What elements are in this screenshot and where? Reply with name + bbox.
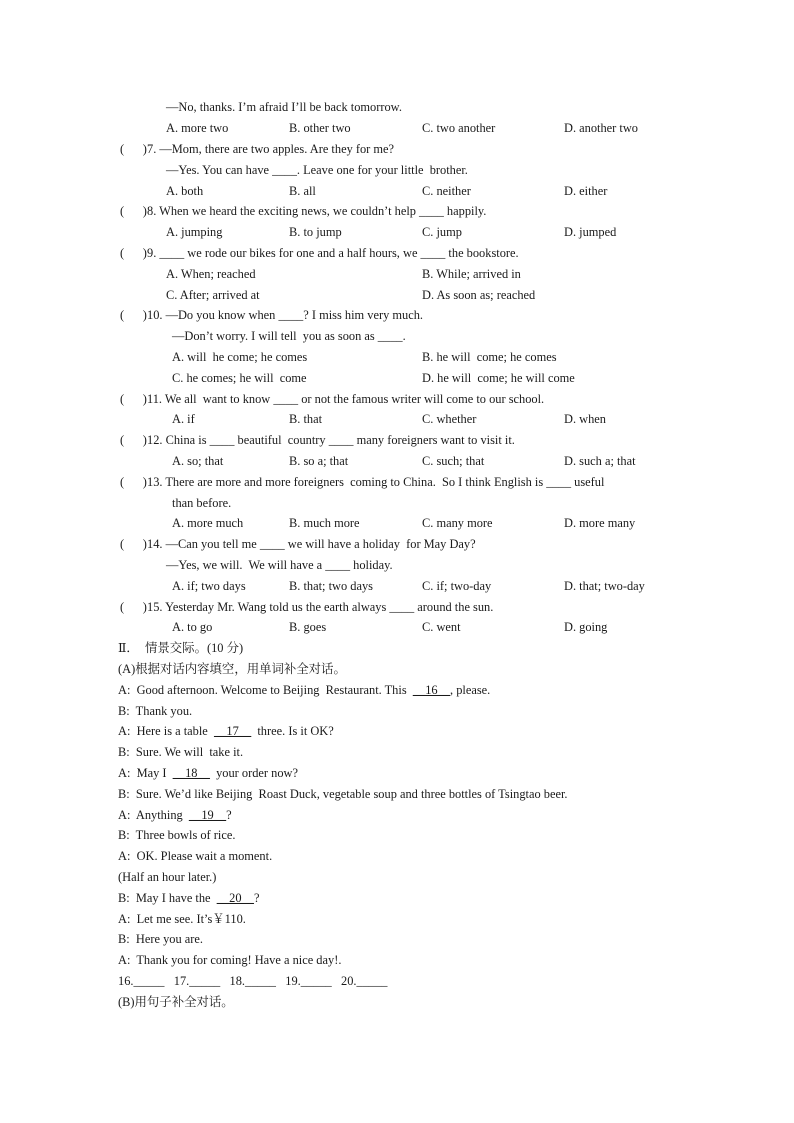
q9-answer-paren: ( ) (120, 246, 147, 260)
q14-option-b: B. that; two days (289, 579, 373, 593)
q8-option-a: A. jumping (166, 225, 223, 239)
q15-option-d: D. going (564, 620, 608, 634)
q6-option-c: C. two another (422, 121, 496, 135)
q9-option-b: B. While; arrived in (422, 267, 521, 281)
q8-answer-paren: ( ) (120, 204, 147, 218)
q12-option-d: D. such a; that (564, 454, 636, 468)
q12-option-c: C. such; that (422, 454, 485, 468)
blank-17: __17__ (214, 724, 252, 738)
dialogue-line: B: Thank you. (118, 704, 193, 718)
q9-option-c: C. After; arrived at (166, 288, 260, 302)
q8-option-b: B. to jump (289, 225, 342, 239)
q10-reply: —Don’t worry. I will tell you as soon as ____. (172, 329, 406, 343)
dialogue-line: B: May I have the __20__? (118, 891, 260, 905)
q9-stem: 9. ____ we rode our bikes for one and a half hours, we ____ the bookstore. (147, 246, 519, 260)
part-b-instructions: (B)用句子补全对话。 (118, 995, 234, 1009)
q6-reply: —No, thanks. I’m afraid I’ll be back tomorrow. (166, 100, 402, 114)
q8-option-d: D. jumped (564, 225, 617, 239)
dialogue-line: A: Good afternoon. Welcome to Beijing Restaurant. This __16__, please. (118, 683, 491, 697)
dialogue-line: A: Let me see. It’s￥110. (118, 912, 246, 926)
q10-answer-paren: ( ) (120, 308, 147, 322)
q8-stem: 8. When we heard the exciting news, we couldn’t help ____ happily. (147, 204, 487, 218)
q7-option-d: D. either (564, 184, 608, 198)
blank-16: __16__ (412, 683, 451, 697)
q11-stem: 11. We all want to know ____ or not the famous writer will come to our school. (147, 392, 545, 406)
answer-blanks: 16._____ 17._____ 18._____ 19._____ 20._____ (118, 974, 388, 988)
dialogue-line: A: May I __18__ your order now? (118, 766, 298, 780)
q10-option-c: C. he comes; he will come (172, 371, 307, 385)
dialogue-line: (Half an hour later.) (118, 870, 217, 884)
q14-option-c: C. if; two-day (422, 579, 492, 593)
q15-option-c: C. went (422, 620, 461, 634)
q10-option-a: A. will he come; he comes (172, 350, 308, 364)
q9-option-d: D. As soon as; reached (422, 288, 536, 302)
blank-20: __20__ (216, 891, 254, 905)
q10-option-d: D. he will come; he will come (422, 371, 575, 385)
q10-stem: 10. —Do you know when ____? I miss him very much. (147, 308, 424, 322)
q10-option-b: B. he will come; he comes (422, 350, 557, 364)
q15-option-a: A. to go (172, 620, 213, 634)
q9-option-a: A. When; reached (166, 267, 256, 281)
q15-stem: 15. Yesterday Mr. Wang told us the earth always ____ around the sun. (147, 600, 494, 614)
q14-option-d: D. that; two-day (564, 579, 645, 593)
section-2-heading: Ⅱ． 情景交际。(10 分) (118, 641, 244, 655)
q15-option-b: B. goes (289, 620, 327, 634)
q11-option-b: B. that (289, 412, 323, 426)
q11-option-a: A. if (172, 412, 195, 426)
blank-18: __18__ (172, 766, 210, 780)
q7-option-b: B. all (289, 184, 316, 198)
q8-option-c: C. jump (422, 225, 462, 239)
q12-option-b: B. so a; that (289, 454, 349, 468)
dialogue-line: B: Sure. We will take it. (118, 745, 244, 759)
q13-option-b: B. much more (289, 516, 360, 530)
q11-option-d: D. when (564, 412, 606, 426)
q14-option-a: A. if; two days (172, 579, 246, 593)
q12-stem: 12. China is ____ beautiful country ____ many foreigners want to visit it. (147, 433, 515, 447)
q7-reply: —Yes. You can have ____. Leave one for your little brother. (166, 163, 468, 177)
q11-answer-paren: ( ) (120, 392, 147, 406)
q7-stem: 7. —Mom, there are two apples. Are they for me? (147, 142, 395, 156)
q14-answer-paren: ( ) (120, 537, 147, 551)
q13-stem-continued: than before. (172, 496, 232, 510)
q11-option-c: C. whether (422, 412, 477, 426)
q6-option-b: B. other two (289, 121, 351, 135)
blank-19: __19__ (188, 808, 227, 822)
q7-answer-paren: ( ) (120, 142, 147, 156)
dialogue-line: B: Sure. We’d like Beijing Roast Duck, vegetable soup and three bottles of Tsingtao beer. (118, 787, 568, 801)
q13-option-c: C. many more (422, 516, 493, 530)
q13-option-a: A. more much (172, 516, 244, 530)
dialogue-line: A: Thank you for coming! Have a nice day!. (118, 953, 342, 967)
dialogue-line: A: Anything __19__? (118, 808, 232, 822)
q13-answer-paren: ( ) (120, 475, 147, 489)
q6-option-a: A. more two (166, 121, 229, 135)
q13-stem: 13. There are more and more foreigners coming to China. So I think English is ____ useful (147, 475, 605, 489)
q12-option-a: A. so; that (172, 454, 224, 468)
q15-answer-paren: ( ) (120, 600, 147, 614)
q14-stem: 14. —Can you tell me ____ we will have a holiday for May Day? (147, 537, 476, 551)
part-a-instructions: (A)根据对话内容填空，用单词补全对话。 (118, 662, 346, 676)
q12-answer-paren: ( ) (120, 433, 147, 447)
q7-option-a: A. both (166, 184, 204, 198)
dialogue-line: B: Three bowls of rice. (118, 828, 236, 842)
dialogue-line: B: Here you are. (118, 932, 203, 946)
dialogue-line: A: Here is a table __17__ three. Is it OK? (118, 724, 334, 738)
q14-reply: —Yes, we will. We will have a ____ holiday. (166, 558, 393, 572)
dialogue-line: A: OK. Please wait a moment. (118, 849, 273, 863)
q6-option-d: D. another two (564, 121, 638, 135)
q7-option-c: C. neither (422, 184, 471, 198)
q13-option-d: D. more many (564, 516, 636, 530)
